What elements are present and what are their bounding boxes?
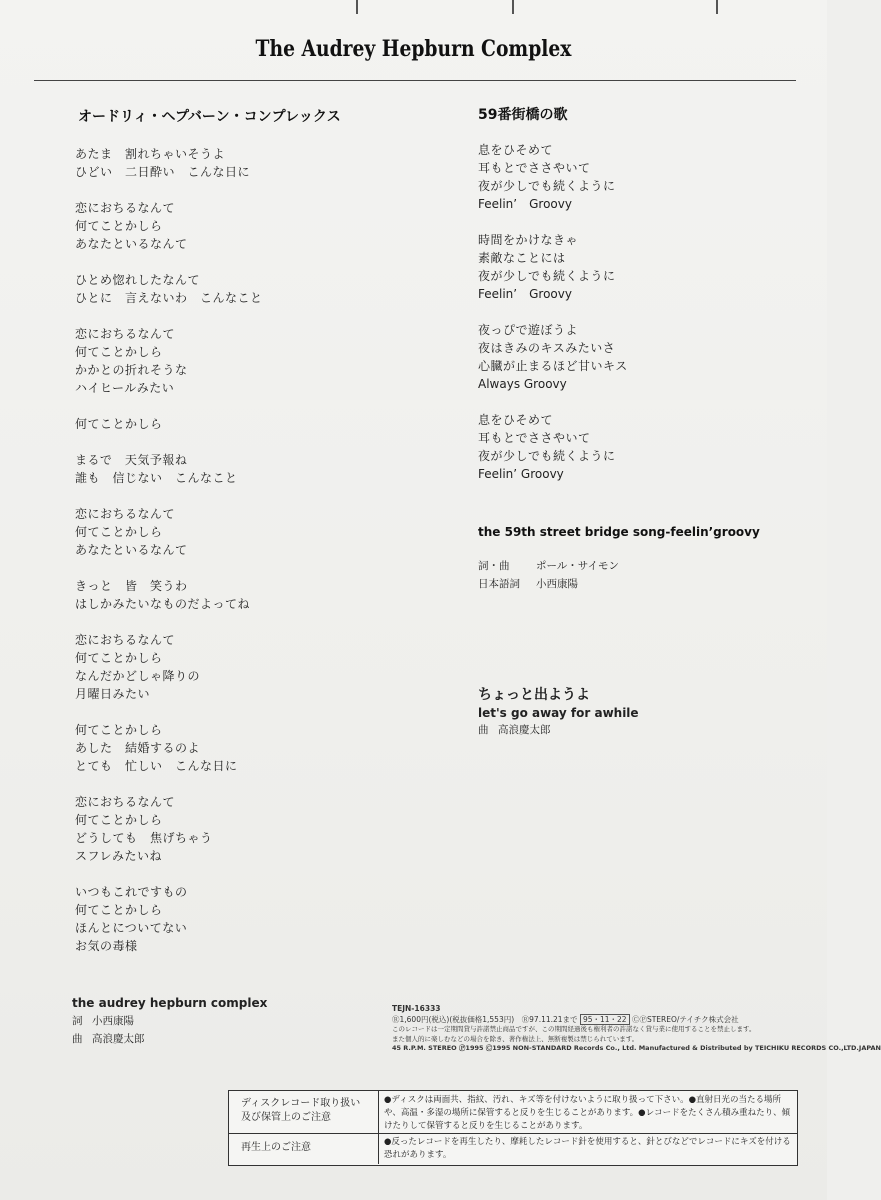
lyric-line: ほんとについてない xyxy=(75,921,188,935)
handling-notice-box xyxy=(228,1090,798,1166)
credit-label: 詞・曲 xyxy=(478,560,510,572)
lyric-line: 夜が少しでも続くように xyxy=(478,179,616,193)
composer: 高浪慶太郎 xyxy=(498,724,551,736)
lyric-line: お気の毒様 xyxy=(75,939,138,953)
notice-row-handling xyxy=(229,1091,797,1134)
lyric-line: 何てことかしら xyxy=(75,417,163,431)
music-label: 曲 xyxy=(72,1033,83,1045)
stanza xyxy=(75,451,238,487)
stanza xyxy=(75,793,213,865)
song1-credits xyxy=(72,1012,145,1048)
lyric-line: 何てことかしら xyxy=(75,651,163,665)
lyric-line: 耳もとでささやいて xyxy=(478,161,591,175)
lyric-line: 時間をかけなきゃ xyxy=(478,233,579,247)
composer: 高浪慶太郎 xyxy=(92,1033,145,1045)
lyric-line: 恋におちるなんて xyxy=(75,633,176,647)
stanza xyxy=(478,231,616,303)
lyric-line: まるで 天気予報ね xyxy=(75,453,188,467)
notice-text: ●ディスクは両面共、指紋、汚れ、キズ等を付けないように取り扱って下さい。●直射日光の当たる場所や、高温・多湿の場所に保管すると反りを生じることがあります。●レコードをたくさん積み重ねたり、傾けたりして保管すると反りを生じることがあります。 xyxy=(384,1095,791,1131)
stanza xyxy=(75,415,163,433)
stanza xyxy=(75,577,250,613)
page-title: The Audrey Hepburn Complex xyxy=(255,36,572,62)
lyric-line: 夜っぴで遊ぼうよ xyxy=(478,323,579,337)
notice-text: ●反ったレコードを再生したり、摩耗したレコード針を使用すると、針とびなどでレコードにキズを付ける恐れがあります。 xyxy=(384,1137,791,1160)
lyric-line: 夜が少しでも続くように xyxy=(478,269,616,283)
notice-label: 再生上のご注意 xyxy=(229,1133,379,1164)
stanza xyxy=(478,141,616,213)
lyric-line: かかとの折れそうな xyxy=(75,363,188,377)
lyric-line: あした 結婚するのよ xyxy=(75,741,201,755)
lyric-line: ハイヒールみたい xyxy=(75,381,175,395)
stanza xyxy=(75,199,188,253)
notice-row-playback xyxy=(229,1133,797,1164)
song3-english-title: let's go away for awhile xyxy=(478,706,639,720)
lyric-line: 息をひそめて xyxy=(478,413,554,427)
legal-text-3: 45 R.P.M. STEREO Ⓟ1995 Ⓒ1995 NON-STANDARD Records Co., Ltd. Manufactured & Distributed by TEICHIKU RECORDS CO.,LTD.JAPAN xyxy=(392,1044,881,1052)
notice-label-line: 及び保管上のご注意 xyxy=(241,1112,331,1123)
stanza xyxy=(478,321,628,393)
lyric-line: 素敵なことには xyxy=(478,251,566,265)
lyric-line: 何てことかしら xyxy=(75,525,163,539)
lyric-line: 恋におちるなんて xyxy=(75,507,176,521)
lyric-line: 夜が少しでも続くように xyxy=(478,449,616,463)
lyrics-label: 詞 xyxy=(72,1015,83,1027)
lyric-line: とても 忙しい こんな日に xyxy=(75,759,238,773)
song2-heading: 59番街橋の歌 xyxy=(478,107,568,123)
lyric-line: 何てことかしら xyxy=(75,219,163,233)
stanza xyxy=(75,325,188,397)
stanza xyxy=(75,505,188,559)
lyric-line: 息をひそめて xyxy=(478,143,554,157)
lyric-line: Feelin’ Groovy xyxy=(478,197,572,211)
stanza xyxy=(75,721,238,775)
stanza xyxy=(478,411,616,483)
lyric-line: あなたといるなんて xyxy=(75,237,188,251)
song1-english-title: the audrey hepburn complex xyxy=(72,996,268,1010)
lyric-line: 何てことかしら xyxy=(75,813,163,827)
song2-credit-1 xyxy=(478,557,619,575)
binding-mark xyxy=(716,0,718,14)
lyric-line: Feelin’ Groovy xyxy=(478,467,564,481)
credit-value: ポール・サイモン xyxy=(536,560,620,572)
song2-english-title: the 59th street bridge song-feelin’groovy xyxy=(478,525,760,539)
lyric-line: あなたといるなんて xyxy=(75,543,188,557)
release-fine-print xyxy=(392,1004,881,1054)
lyric-line: ひとめ惚れしたなんて xyxy=(75,273,201,287)
lyric-line: 誰も 信じない こんなこと xyxy=(75,471,238,485)
notice-label xyxy=(229,1091,379,1133)
label-text: ⒸⓅSTEREO/テイチク株式会社 xyxy=(631,1014,739,1024)
lyric-line: スフレみたいね xyxy=(75,849,163,863)
binding-mark xyxy=(512,0,514,14)
lyric-line: 何てことかしら xyxy=(75,345,163,359)
lyric-line: はしかみたいなものだよってね xyxy=(75,597,251,611)
lyric-line: 月曜日みたい xyxy=(75,687,151,701)
lyric-line: いつもこれですもの xyxy=(75,885,188,899)
stanza xyxy=(75,145,250,181)
credit-value: 小西康陽 xyxy=(536,578,578,590)
lyric-line: きっと 皆 笑うわ xyxy=(75,579,188,593)
lyric-line: あたま 割れちゃいそうよ xyxy=(75,147,226,161)
stanza xyxy=(75,631,200,703)
lyric-line: 耳もとでささやいて xyxy=(478,431,591,445)
music-label: 曲 xyxy=(478,724,489,736)
credit-label: 日本語詞 xyxy=(478,578,520,590)
lyric-line: 恋におちるなんて xyxy=(75,327,176,341)
price-line xyxy=(392,1014,792,1026)
lyric-line: 何てことかしら xyxy=(75,723,163,737)
lyric-line: 恋におちるなんて xyxy=(75,201,176,215)
release-date-box: 95・11・22 xyxy=(580,1014,630,1026)
lyric-line: どうしても 焦げちゃう xyxy=(75,831,213,845)
lyric-line: Always Groovy xyxy=(478,377,567,391)
song2-credit-2 xyxy=(478,575,578,593)
song3-heading: ちょっと出ようよ xyxy=(478,687,590,703)
notice-label-line: ディスクレコード取り扱い xyxy=(241,1098,361,1109)
stanza xyxy=(75,271,263,307)
stanza xyxy=(75,883,188,955)
legal-text-1: このレコードは一定期間貸与許諾禁止商品ですが、この期間経過後も権利者の許諾なく貸与業に使用することを禁止します。 xyxy=(392,1025,756,1033)
lyric-line: 何てことかしら xyxy=(75,903,163,917)
song1-heading: オードリィ・ヘプバーン・コンプレックス xyxy=(78,109,341,125)
catalog-number: TEJN-16333 xyxy=(392,1004,441,1013)
lyricist: 小西康陽 xyxy=(92,1015,134,1027)
price-text: Ⓡ1,600円(税込)(税抜価格1,553円) Ⓡ97.11.21まで xyxy=(392,1014,578,1024)
lyric-line: ひどい 二日酔い こんな日に xyxy=(75,165,251,179)
lyric-line: ひとに 言えないわ こんなこと xyxy=(75,291,263,305)
lyric-line: 夜はきみのキスみたいさ xyxy=(478,341,616,355)
lyric-line: 心臓が止まるほど甘いキス xyxy=(478,359,628,373)
title-divider xyxy=(34,80,796,81)
lyric-line: Feelin’ Groovy xyxy=(478,287,572,301)
legal-text-2: また個人的に楽しむなどの場合を除き、著作権法上、無断複製は禁じられています。 xyxy=(392,1034,639,1043)
binding-mark xyxy=(356,0,358,14)
lyric-line: 恋におちるなんて xyxy=(75,795,176,809)
song3-credit xyxy=(478,722,551,737)
lyric-line: なんだかどしゃ降りの xyxy=(75,669,201,683)
